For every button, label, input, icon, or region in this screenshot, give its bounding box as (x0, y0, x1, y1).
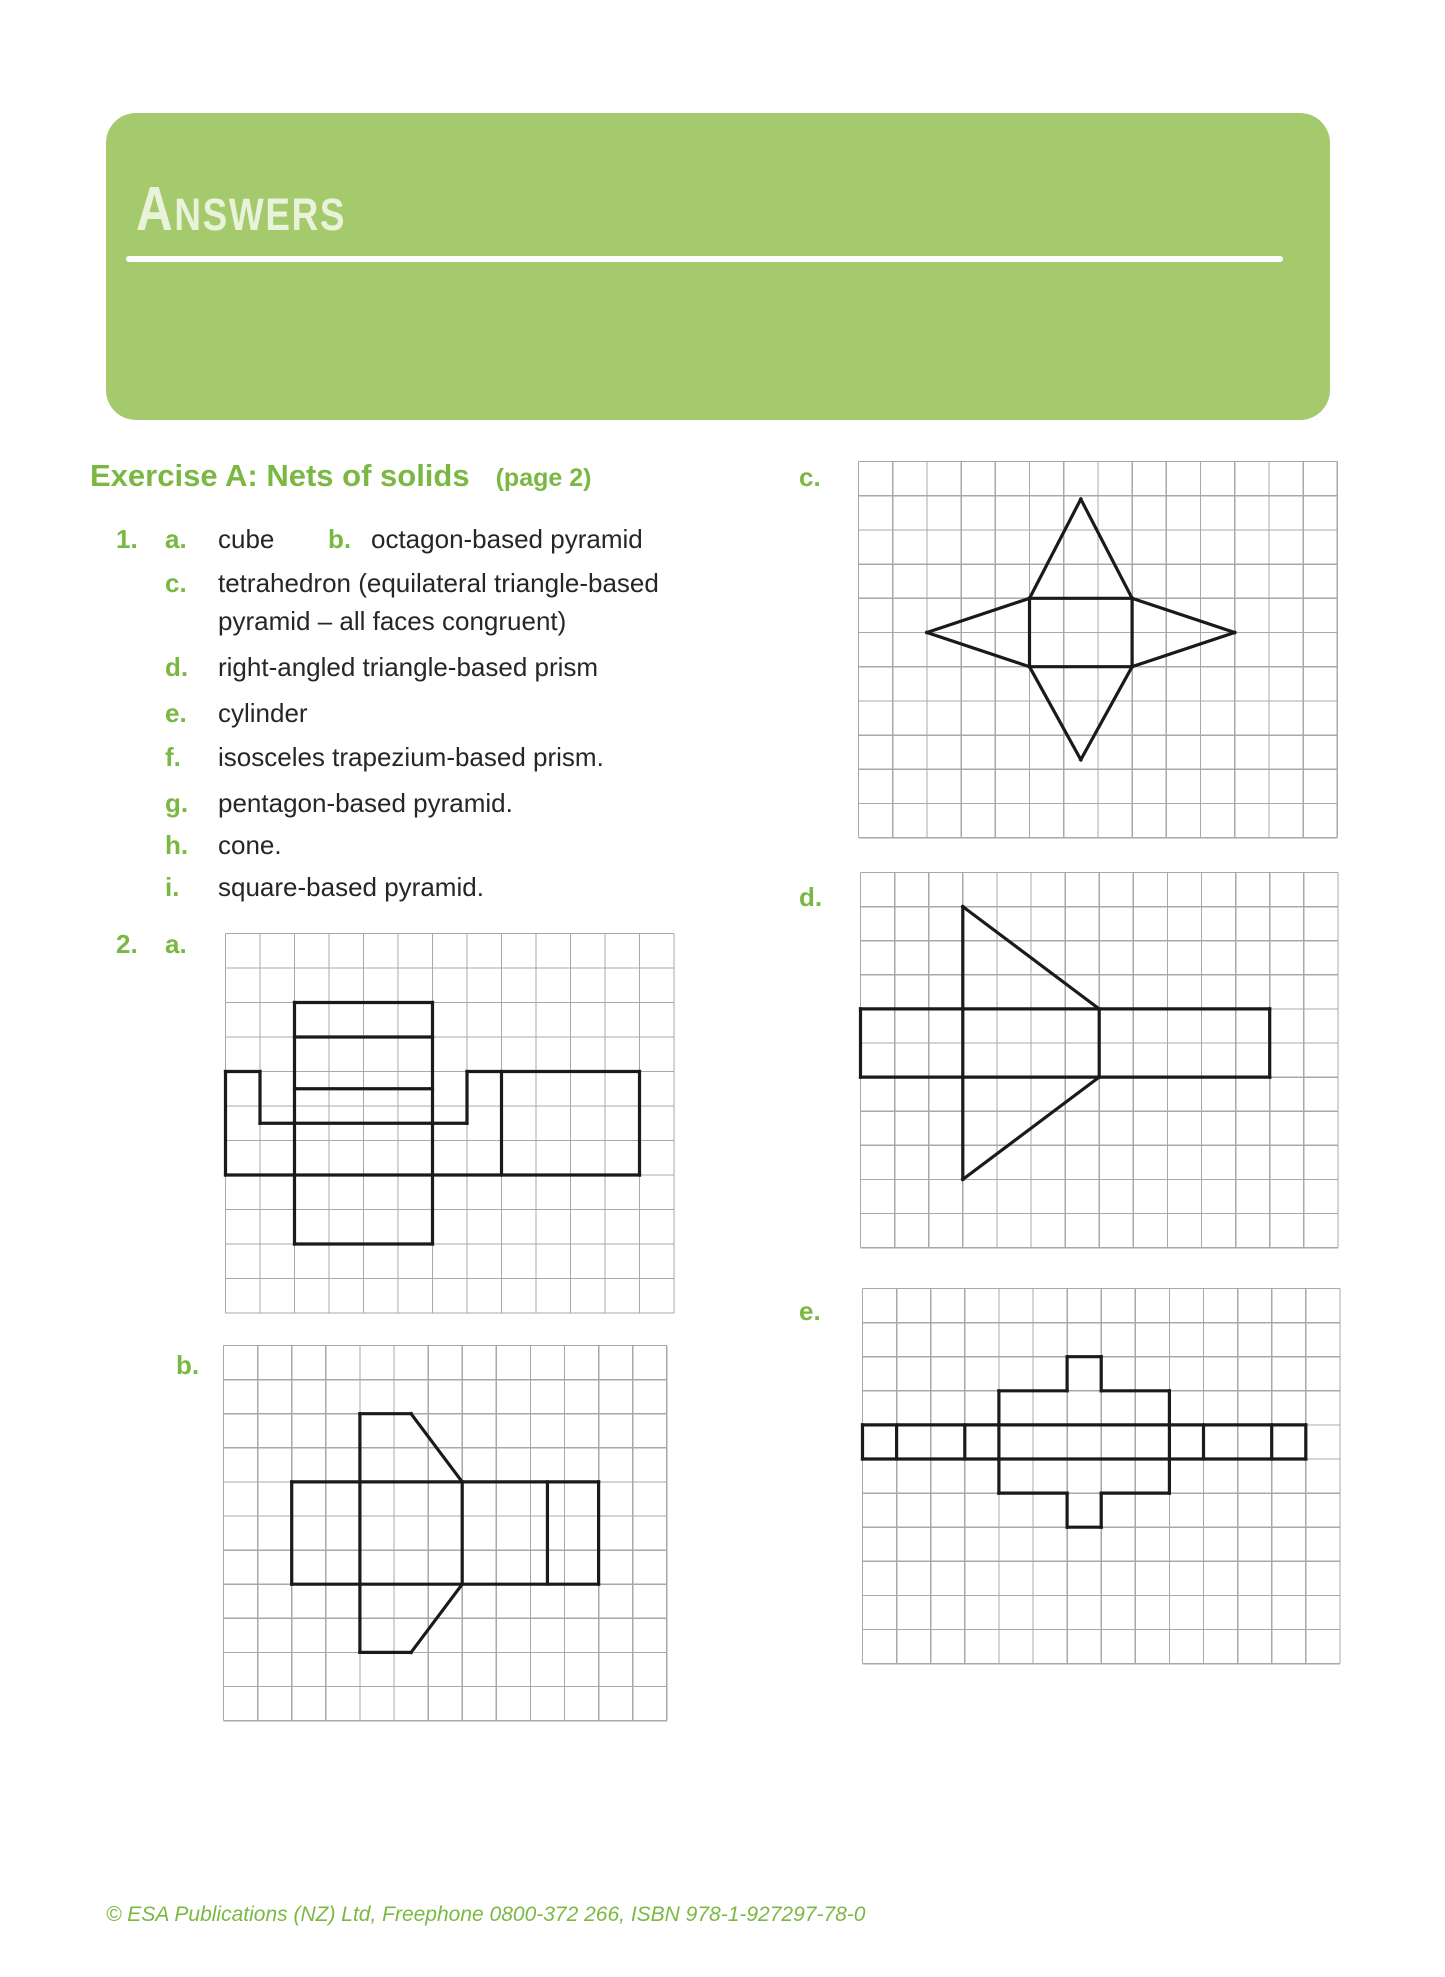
q1-item-h-label: h. (165, 830, 189, 860)
page-title-initial: A (136, 175, 175, 244)
page-title (136, 173, 346, 247)
q1-item-c-text: tetrahedron (equilateral triangle-based pyramid – all faces congruent) (218, 568, 659, 636)
figure-b-label: b. (176, 1350, 200, 1380)
q1-item-d-label: d. (165, 652, 189, 682)
q1-item-f-label: f. (165, 742, 181, 772)
q2-item-a-label: a. (165, 929, 187, 959)
figure-d-label: d. (799, 882, 823, 912)
exercise-title: Exercise A: Nets of solids (90, 458, 470, 493)
q1-item-d-text: right-angled triangle-based prism (218, 652, 599, 682)
q1-item-b-text: octagon-based pyramid (371, 524, 643, 554)
q1-item-i-label: i. (165, 872, 180, 902)
footer-copyright: © ESA Publications (NZ) Ltd, Freephone 0800-372 266, ISBN 978-1-927297-78-0 (106, 1903, 866, 1926)
page-title-rest: NSWERS (174, 189, 347, 240)
figure-e-label: e. (799, 1296, 821, 1326)
net-grid-b (223, 1345, 669, 1723)
net-grid-a (225, 933, 676, 1315)
exercise-page-ref: (page 2) (495, 464, 592, 492)
header-banner (106, 113, 1330, 420)
q1-item-e-label: e. (165, 698, 187, 728)
q1-number: 1. (116, 524, 138, 554)
q1-item-h-text: cone. (218, 830, 282, 860)
q1-item-b-label: b. (328, 524, 352, 554)
q1-item-a-label: a. (165, 524, 187, 554)
q1-item-a-text: cube (218, 524, 275, 554)
exercise-heading (90, 458, 591, 494)
title-underline (126, 256, 1283, 262)
net-grid-c (858, 461, 1339, 840)
q1-item-g-label: g. (165, 788, 189, 818)
q1-item-i-text: square-based pyramid. (218, 872, 484, 902)
q1-item-c-label: c. (165, 568, 187, 598)
q1-item-g-text: pentagon-based pyramid. (218, 788, 513, 818)
q2-number: 2. (116, 929, 138, 959)
q1-item-e-text: cylinder (218, 698, 308, 728)
q1-item-f-text: isosceles trapezium-based prism. (218, 742, 604, 772)
net-grid-d (860, 872, 1340, 1250)
net-grid-e (862, 1288, 1342, 1666)
figure-c-label: c. (799, 462, 821, 492)
